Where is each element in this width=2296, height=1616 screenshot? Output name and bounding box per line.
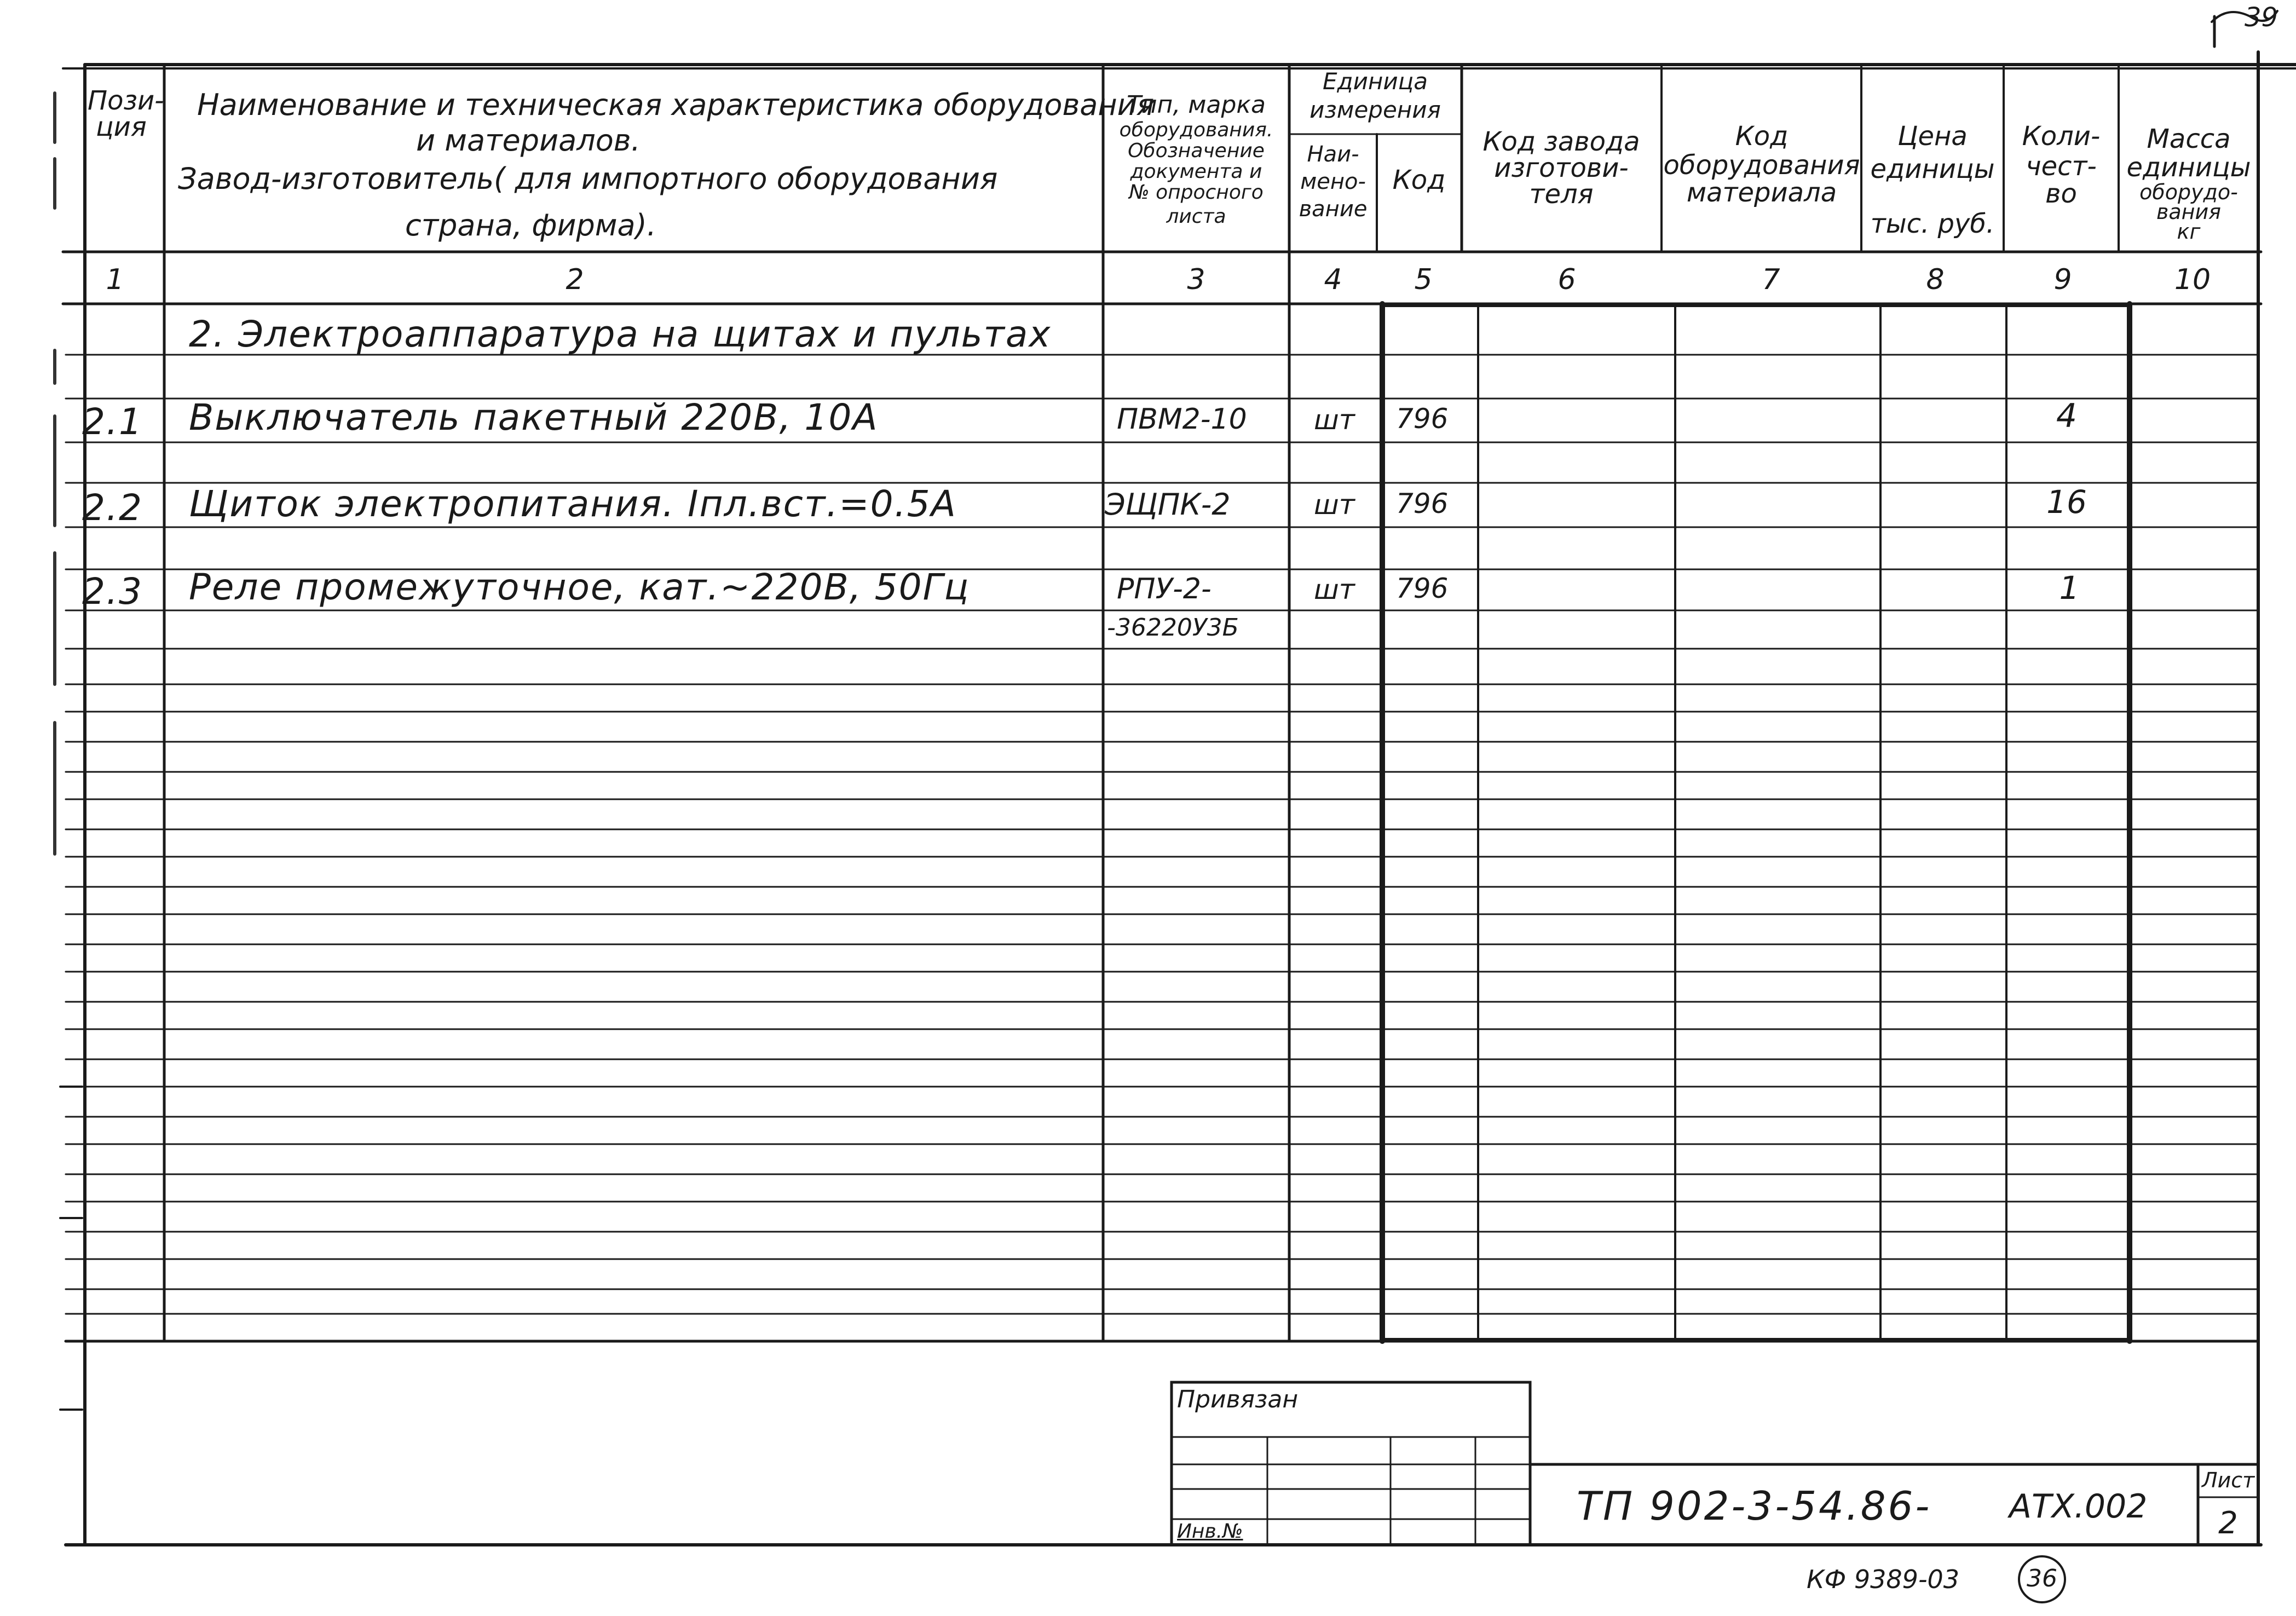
row-unit: шт: [1314, 489, 1355, 521]
row-position: 2.2: [82, 487, 143, 529]
column-number-8: 8: [1926, 263, 1945, 296]
row-unit: шт: [1314, 574, 1355, 605]
stamp-sheet-number: 2: [2218, 1505, 2238, 1541]
header-col7-line1: Код: [1735, 121, 1789, 152]
header-col10-line3: оборудо-: [2139, 180, 2238, 204]
header-col3-line2: оборудования.: [1119, 119, 1273, 141]
row-name: Выключатель пакетный 220В, 10А: [189, 396, 879, 438]
header-col1-line2: ция: [96, 112, 147, 142]
header-col3-line6: листа: [1166, 205, 1226, 228]
header-col6-line2: изготови-: [1494, 153, 1629, 183]
column-number-5: 5: [1414, 263, 1433, 296]
header-col10-line4: вания: [2156, 200, 2222, 224]
row-unit-code: 796: [1396, 488, 1449, 520]
header-col8-line1: Цена: [1897, 121, 1968, 152]
row-position: 2.1: [82, 401, 143, 443]
header-units-line1: Единица: [1323, 68, 1428, 95]
stamp-sheet-label: Лист: [2202, 1468, 2255, 1492]
row-type-continued: -36220У3Б: [1107, 614, 1239, 642]
circled-number: 36: [2027, 1565, 2057, 1592]
header-col10-line2: единицы: [2126, 152, 2251, 183]
header-col3-line1: Тип, марка: [1127, 91, 1266, 119]
header-col9-line1: Коли-: [2022, 121, 2101, 152]
archive-number: КФ 9389-03: [1807, 1565, 1960, 1594]
section-title: 2. Электроаппаратура на щитах и пультах: [189, 313, 1052, 355]
header-col9-line3: во: [2045, 178, 2077, 209]
header-col7-line2: оборудования: [1663, 150, 1860, 181]
header-col3-line4: документа и: [1130, 160, 1262, 183]
stamp-document-code: ТП 902-3-54.86-: [1577, 1483, 1932, 1529]
header-units-line2: измерения: [1309, 96, 1441, 123]
column-number-3: 3: [1187, 263, 1205, 296]
header-col6-line3: теля: [1529, 179, 1594, 210]
row-quantity: 16: [2046, 483, 2087, 521]
header-col3-line3: Обозначение: [1128, 140, 1265, 162]
row-unit-code: 796: [1396, 403, 1449, 435]
column-number-4: 4: [1324, 263, 1342, 296]
header-col10-line5: кг: [2177, 220, 2201, 244]
row-unit-code: 796: [1396, 573, 1449, 604]
row-quantity: 4: [2056, 397, 2078, 435]
header-col2-line4: страна, фирма).: [405, 208, 656, 243]
row-type: РПУ-2-: [1117, 573, 1212, 605]
column-number-2: 2: [566, 263, 584, 296]
header-col3-line5: № опросного: [1129, 181, 1264, 204]
row-type: ПВМ2-10: [1117, 403, 1247, 436]
row-type: ЭЩПК-2: [1105, 487, 1231, 522]
column-number-9: 9: [2053, 263, 2072, 296]
header-col4-line1: Наи-: [1307, 142, 1359, 167]
row-name: Щиток электропитания. Iпл.вст.=0.5А: [189, 483, 957, 525]
header-col5: Код: [1392, 165, 1446, 195]
row-quantity: 1: [2059, 569, 2080, 607]
header-col1-line1: Пози-: [88, 85, 164, 116]
page-number-top: 39: [2245, 2, 2278, 33]
header-col2-line1: Наименование и техническая характеристика оборудования: [197, 88, 1155, 122]
row-unit: шт: [1314, 404, 1355, 436]
header-col2-line3: Завод-изготовитель( для импортного оборудования: [178, 161, 998, 196]
header-col8-line2: единицы: [1870, 154, 1995, 184]
header-col10-line1: Масса: [2147, 124, 2231, 154]
header-col2-line2: и материалов.: [416, 123, 641, 158]
row-name: Реле промежуточное, кат.~220В, 50Гц: [189, 566, 970, 608]
column-number-6: 6: [1557, 263, 1576, 296]
column-number-1: 1: [106, 263, 124, 296]
header-col6-line1: Код завода: [1482, 126, 1640, 157]
row-position: 2.3: [82, 570, 143, 613]
column-number-7: 7: [1762, 263, 1780, 296]
header-col4-line2: мено-: [1300, 169, 1366, 194]
stamp-privyazan: Привязан: [1177, 1386, 1299, 1413]
column-number-10: 10: [2174, 263, 2211, 296]
stamp-document-mark: АТХ.002: [2009, 1487, 2148, 1526]
header-col8-line3: тыс. руб.: [1870, 209, 1995, 239]
header-col7-line3: материала: [1686, 177, 1837, 208]
header-col9-line2: чест-: [2026, 151, 2097, 182]
stamp-inventory-label: Инв.№: [1177, 1520, 1243, 1543]
header-col4-line3: вание: [1299, 197, 1368, 222]
